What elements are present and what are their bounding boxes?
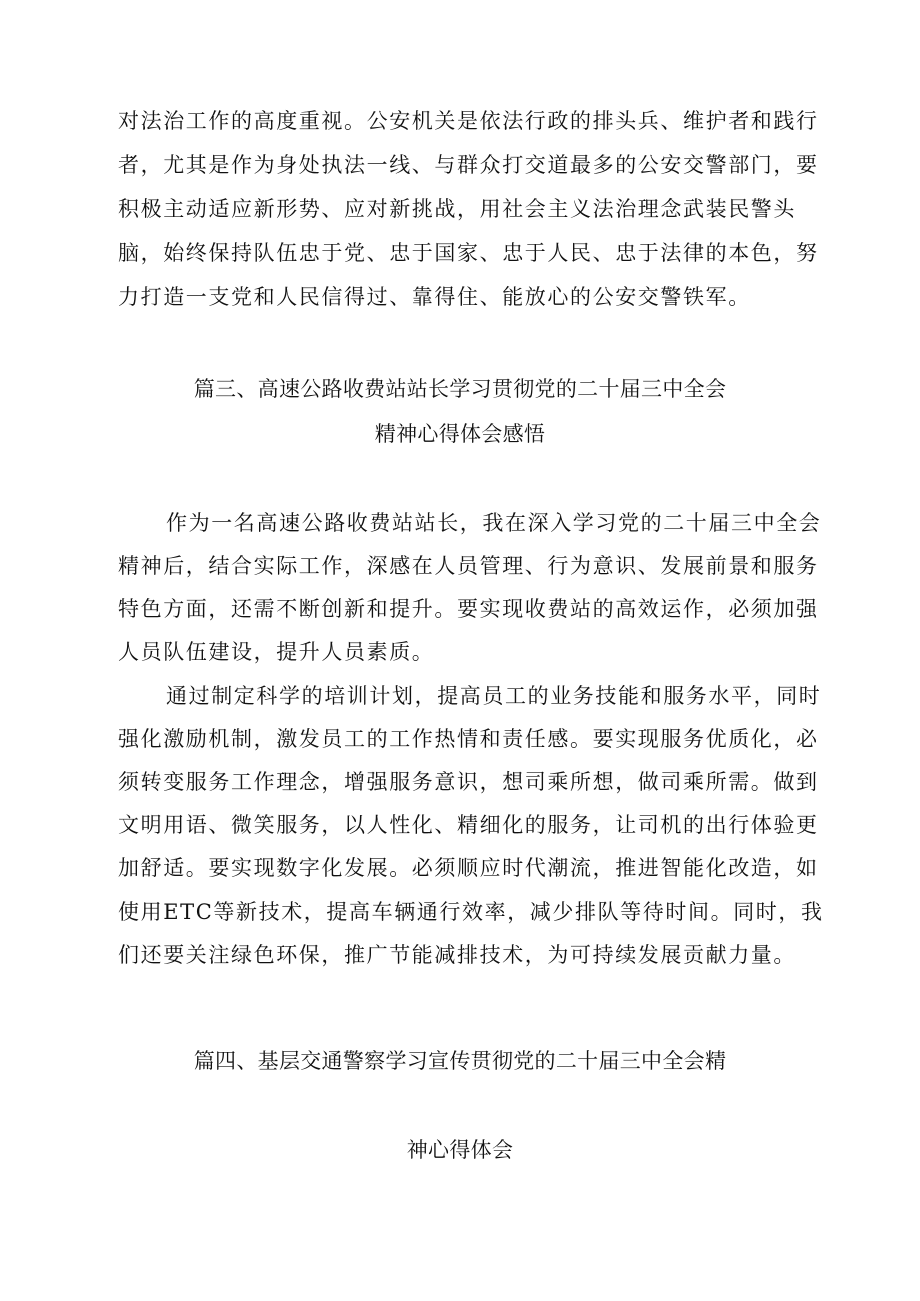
paragraph-line: 积极主动适应新形势、应对新挑战，用社会主义法治理念武装民警头 [118, 197, 796, 221]
paragraph-line: 者，尤其是作为身处执法一线、与群众打交道最多的公安交警部门，要 [118, 153, 819, 177]
paragraph-line: 对法治工作的高度重视。公安机关是依法行政的排头兵、维护者和践行 [118, 109, 819, 133]
paragraph-line: 通过制定科学的培训计划，提高员工的业务技能和服务水平，同时 [166, 684, 822, 708]
paragraph-line: 们还要关注绿色环保，推广节能减排技术，为可持续发展贡献力量。 [118, 943, 796, 967]
paragraph-line: 脑，始终保持队伍忠于党、忠于国家、忠于人民、忠于法律的本色，努 [118, 241, 819, 265]
section-title: 篇四、基层交通警察学习宣传贯彻党的二十届三中全会精 [193, 1049, 727, 1073]
paragraph-line: 文明用语、微笑服务，以人性化、精细化的服务，让司机的出行体验更 [118, 813, 819, 837]
paragraph-line: 加舒适。要实现数字化发展。必须顺应时代潮流，推进智能化改造，如 [118, 856, 819, 880]
paragraph-line: 特色方面，还需不断创新和提升。要实现收费站的高效运作，必须加强 [118, 597, 819, 621]
section-title: 篇三、高速公路收费站站长学习贯彻党的二十届三中全会 [193, 377, 727, 401]
paragraph-line: 作为一名高速公路收费站站长，我在深入学习党的二十届三中全会 [166, 511, 822, 535]
paragraph-line: 使用ETC等新技术，提高车辆通行效率，减少排队等待时间。同时，我 [118, 900, 824, 924]
paragraph-line: 精神后，结合实际工作，深感在人员管理、行为意识、发展前景和服务 [118, 554, 819, 578]
paragraph-line: 强化激励机制，激发员工的工作热情和责任感。要实现服务优质化，必 [118, 727, 819, 751]
paragraph-line: 人员队伍建设，提升人员素质。 [118, 640, 435, 664]
paragraph-line: 须转变服务工作理念，增强服务意识，想司乘所想，做司乘所需。做到 [118, 770, 819, 794]
paragraph-line: 力打造一支党和人民信得过、靠得住、能放心的公安交警铁军。 [118, 285, 751, 309]
section-title: 精神心得体会感悟 [374, 422, 546, 446]
section-title: 神心得体会 [406, 1138, 514, 1162]
